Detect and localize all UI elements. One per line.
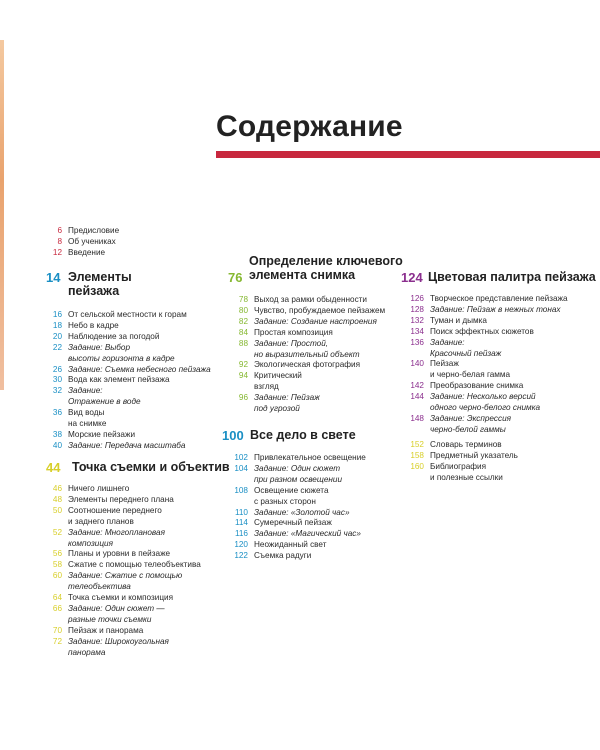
toc-entry [404,359,568,370]
toc-entry [404,316,568,327]
toc-entry [42,365,211,376]
entry-title: Ничего лишнего [68,484,130,493]
entry-title-continued: разные точки съемки [68,614,152,624]
entry-title-continued: одного черно-белого снимка [430,403,541,413]
page-number: 82 [238,316,248,326]
entry-title: Задание: Один сюжет — [68,603,165,613]
section-title-line: Цветовая палитра пейзажа [428,270,596,284]
page-number: 80 [238,305,248,315]
entry-title-continued: и заднего планов [68,516,134,526]
section-title-line: Точка съемки и объектив [72,460,230,474]
entry-title: Преобразование снимка [430,381,524,391]
entry-title: Задание: Передача масштаба [68,440,186,450]
page-number: 12 [52,247,62,257]
toc-entry [42,248,119,259]
section-entries [42,484,201,659]
toc-entry [228,328,385,339]
toc-entry [42,430,211,441]
toc-entry [42,321,211,332]
section-number: 76 [228,270,243,285]
page-number: 16 [52,310,62,319]
toc-entry [42,593,201,604]
toc-entry [42,571,201,582]
entry-title: Задание: Многоплановая [68,527,165,537]
toc-entry [42,626,201,637]
toc-entry [404,451,518,462]
page-number: 152 [410,440,424,449]
entry-title: Задание: Несколько версий [430,392,536,402]
entry-title: Пейзаж [430,359,459,369]
page-number: 104 [234,463,248,473]
intro-list [42,226,119,259]
page-number: 50 [52,505,62,515]
entry-title: Соотношение переднего [68,505,162,515]
entry-title: Наблюдение за погодой [68,331,160,341]
toc-entry [228,453,366,464]
page-number: 128 [410,304,424,314]
entry-title-continued: и полезные ссылки [430,472,503,482]
entry-title-continued: на снимке [68,419,107,429]
toc-entry [228,306,385,317]
entry-title: Сумеречный пейзаж [254,518,332,528]
page-number: 18 [52,320,62,330]
page-number: 136 [410,337,424,347]
page-number: 160 [410,461,424,471]
toc-entry [404,305,568,316]
entry-title: Задание: [68,386,103,396]
toc-entry [228,371,385,382]
page-number: 52 [52,527,62,537]
section-entries [42,310,211,452]
section-title-line: пейзажа [68,284,120,298]
entry-title: Задание: Экспрессия [430,413,512,423]
page-number: 126 [410,294,424,303]
entry-title: Чувство, пробуждаемое пейзажем [254,305,386,315]
entry-title: Задание: Выбор [68,342,131,352]
section-entries [404,294,568,436]
section-title [428,270,596,284]
entry-title: Задание: Сжатие с помощью [68,571,183,581]
entry-title: Задание: Пейзаж в нежных тонах [430,304,561,314]
page-number: 84 [238,327,248,337]
entry-title-continued: панорама [68,647,106,657]
entry-title: Экологическая фотография [254,360,361,370]
section-title [250,428,356,442]
page-number: 58 [52,560,62,570]
entry-title: Предметный указатель [430,450,518,460]
toc-entry [228,464,366,475]
toc-entry [404,462,518,473]
page-number: 66 [52,603,62,613]
page-number: 94 [238,371,248,381]
page-number: 60 [52,571,62,581]
page-number: 158 [410,450,424,460]
section-number: 44 [46,460,61,475]
page-number: 64 [52,593,62,603]
entry-title: Задание: Создание настроения [254,316,377,326]
page-number: 20 [52,331,62,341]
page-number: 110 [234,507,248,517]
toc-entry [42,375,211,386]
toc-entry [404,440,518,451]
page-number: 72 [52,636,62,646]
page-number: 108 [234,485,248,495]
section-number: 124 [401,270,423,285]
page-number: 36 [52,408,62,418]
toc-entry [404,294,568,305]
entry-title: Небо в кадре [68,320,119,330]
toc-entry [228,551,366,562]
toc-entry [228,393,385,404]
page-number: 96 [238,393,248,403]
toc-entry [42,237,119,248]
toc-entry [42,549,201,560]
page-number: 144 [410,392,424,402]
toc-entry [228,360,385,371]
page-number: 46 [52,484,62,493]
entry-title-continued: черно-белой гаммы [430,424,506,434]
page-number: 132 [410,315,424,325]
entry-title-continued: взгляд [254,382,279,392]
entry-title: Элементы переднего плана [68,494,174,504]
page-number: 6 [57,226,62,235]
page-number: 8 [57,236,62,246]
toc-entry [42,506,201,517]
entry-title: Задание: «Магический час» [254,529,361,539]
section-title-line: Элементы [68,270,132,284]
entry-title: Вода как элемент пейзажа [68,375,170,385]
entry-title: Предисловие [68,226,120,235]
toc-entry [404,381,568,392]
entry-title-continued: Отражение в воде [68,397,141,407]
page-title: Содержание [216,110,403,143]
section-title-line: Все дело в свете [250,428,356,442]
entry-title: Простая композиция [254,327,333,337]
entry-title: Задание: Простой, [254,338,329,348]
entry-title: Критический [254,371,302,381]
entry-title-continued: Красочный пейзаж [430,348,502,358]
toc-entry [42,226,119,237]
entry-title: Пейзаж и панорама [68,625,144,635]
entry-title: Творческое представление пейзажа [430,294,568,303]
entry-title-continued: под угрозой [254,404,300,414]
page-number: 116 [234,529,248,539]
page-number: 40 [52,440,62,450]
entry-title-continued: высоты горизонта в кадре [68,353,175,363]
page-number: 140 [410,359,424,369]
toc-entry [42,386,211,397]
toc-entry [404,338,568,349]
entry-title: Задание: Один сюжет [254,463,341,473]
entry-title: Привлекательное освещение [254,453,366,462]
page-number: 32 [52,386,62,396]
page-number: 102 [234,453,248,462]
entry-title-continued: телеобъектива [68,582,131,592]
toc-entry [228,339,385,350]
entry-title: Поиск эффектных сюжетов [430,326,534,336]
toc-entry [404,392,568,403]
entry-title: Съемка радуги [254,551,312,561]
entry-title: Неожиданный свет [254,540,327,550]
toc-entry [42,604,201,615]
entry-title: Введение [68,247,106,257]
entry-title: Туман и дымка [430,315,487,325]
entry-title: Точка съемки и композиция [68,593,174,603]
page-number: 134 [410,326,424,336]
toc-entry [42,408,211,419]
toc-entry [42,637,201,648]
page-number: 148 [410,413,424,423]
page-number: 122 [234,551,248,561]
back-matter-list [404,440,518,484]
entry-title-continued: композиция [68,538,113,548]
entry-title: Планы и уровни в пейзаже [68,549,171,559]
toc-entry [42,343,211,354]
section-title [68,270,132,298]
toc-entry [42,495,201,506]
section-entries [228,453,366,562]
toc-entry [228,529,366,540]
page-number: 26 [52,364,62,374]
entry-title: Вид воды [68,408,105,418]
entry-title-continued: при разном освещении [254,474,342,484]
entry-title-continued: с разных сторон [254,496,316,506]
entry-title: Библиография [430,461,487,471]
entry-title: Задание: Съемка небесного пейзажа [68,364,211,374]
page-number: 114 [234,518,248,528]
toc-entry [228,317,385,328]
entry-title-continued: но выразительный объект [254,349,360,359]
section-title [72,460,230,474]
entry-title: Задание: [430,337,465,347]
left-edge-strip [0,40,4,390]
entry-title: Задание: Пейзаж [254,393,320,403]
toc-entry [228,295,385,306]
page-number: 142 [410,381,424,391]
entry-title: Освещение сюжета [254,485,329,495]
entry-title: Выход за рамки обыденности [254,295,367,304]
toc-entry [42,332,211,343]
toc-entry [42,528,201,539]
entry-title: Об учениках [68,236,116,246]
toc-entry [404,327,568,338]
page-number: 120 [234,540,248,550]
toc-entry [228,508,366,519]
toc-entry [228,540,366,551]
section-title [249,254,403,282]
toc-entry [42,310,211,321]
page-number: 88 [238,338,248,348]
page-number: 92 [238,360,248,370]
toc-entry [228,486,366,497]
section-number: 100 [222,428,244,443]
page-number: 48 [52,494,62,504]
entry-title-continued: и черно-белая гамма [430,370,511,380]
entry-title: От сельской местности к горам [68,310,187,319]
page-number: 38 [52,429,62,439]
toc-entry [42,560,201,571]
page-number: 70 [52,625,62,635]
entry-title: Задание: Широкоугольная [68,636,169,646]
section-number: 14 [46,270,61,285]
toc-entry [404,414,568,425]
section-title-line: Определение ключевого [249,254,403,268]
entry-title: Задание: «Золотой час» [254,507,350,517]
title-rule [216,151,600,158]
section-title-line: элемента снимка [249,268,356,282]
toc-entry [42,441,211,452]
toc-entry [228,518,366,529]
entry-title: Словарь терминов [430,440,502,449]
entry-title: Сжатие с помощью телеобъектива [68,560,201,570]
page-number: 30 [52,375,62,385]
page-number: 78 [238,295,248,304]
page-number: 22 [52,342,62,352]
toc-entry [42,484,201,495]
section-entries [228,295,385,415]
entry-title: Морские пейзажи [68,429,136,439]
page-number: 56 [52,549,62,559]
